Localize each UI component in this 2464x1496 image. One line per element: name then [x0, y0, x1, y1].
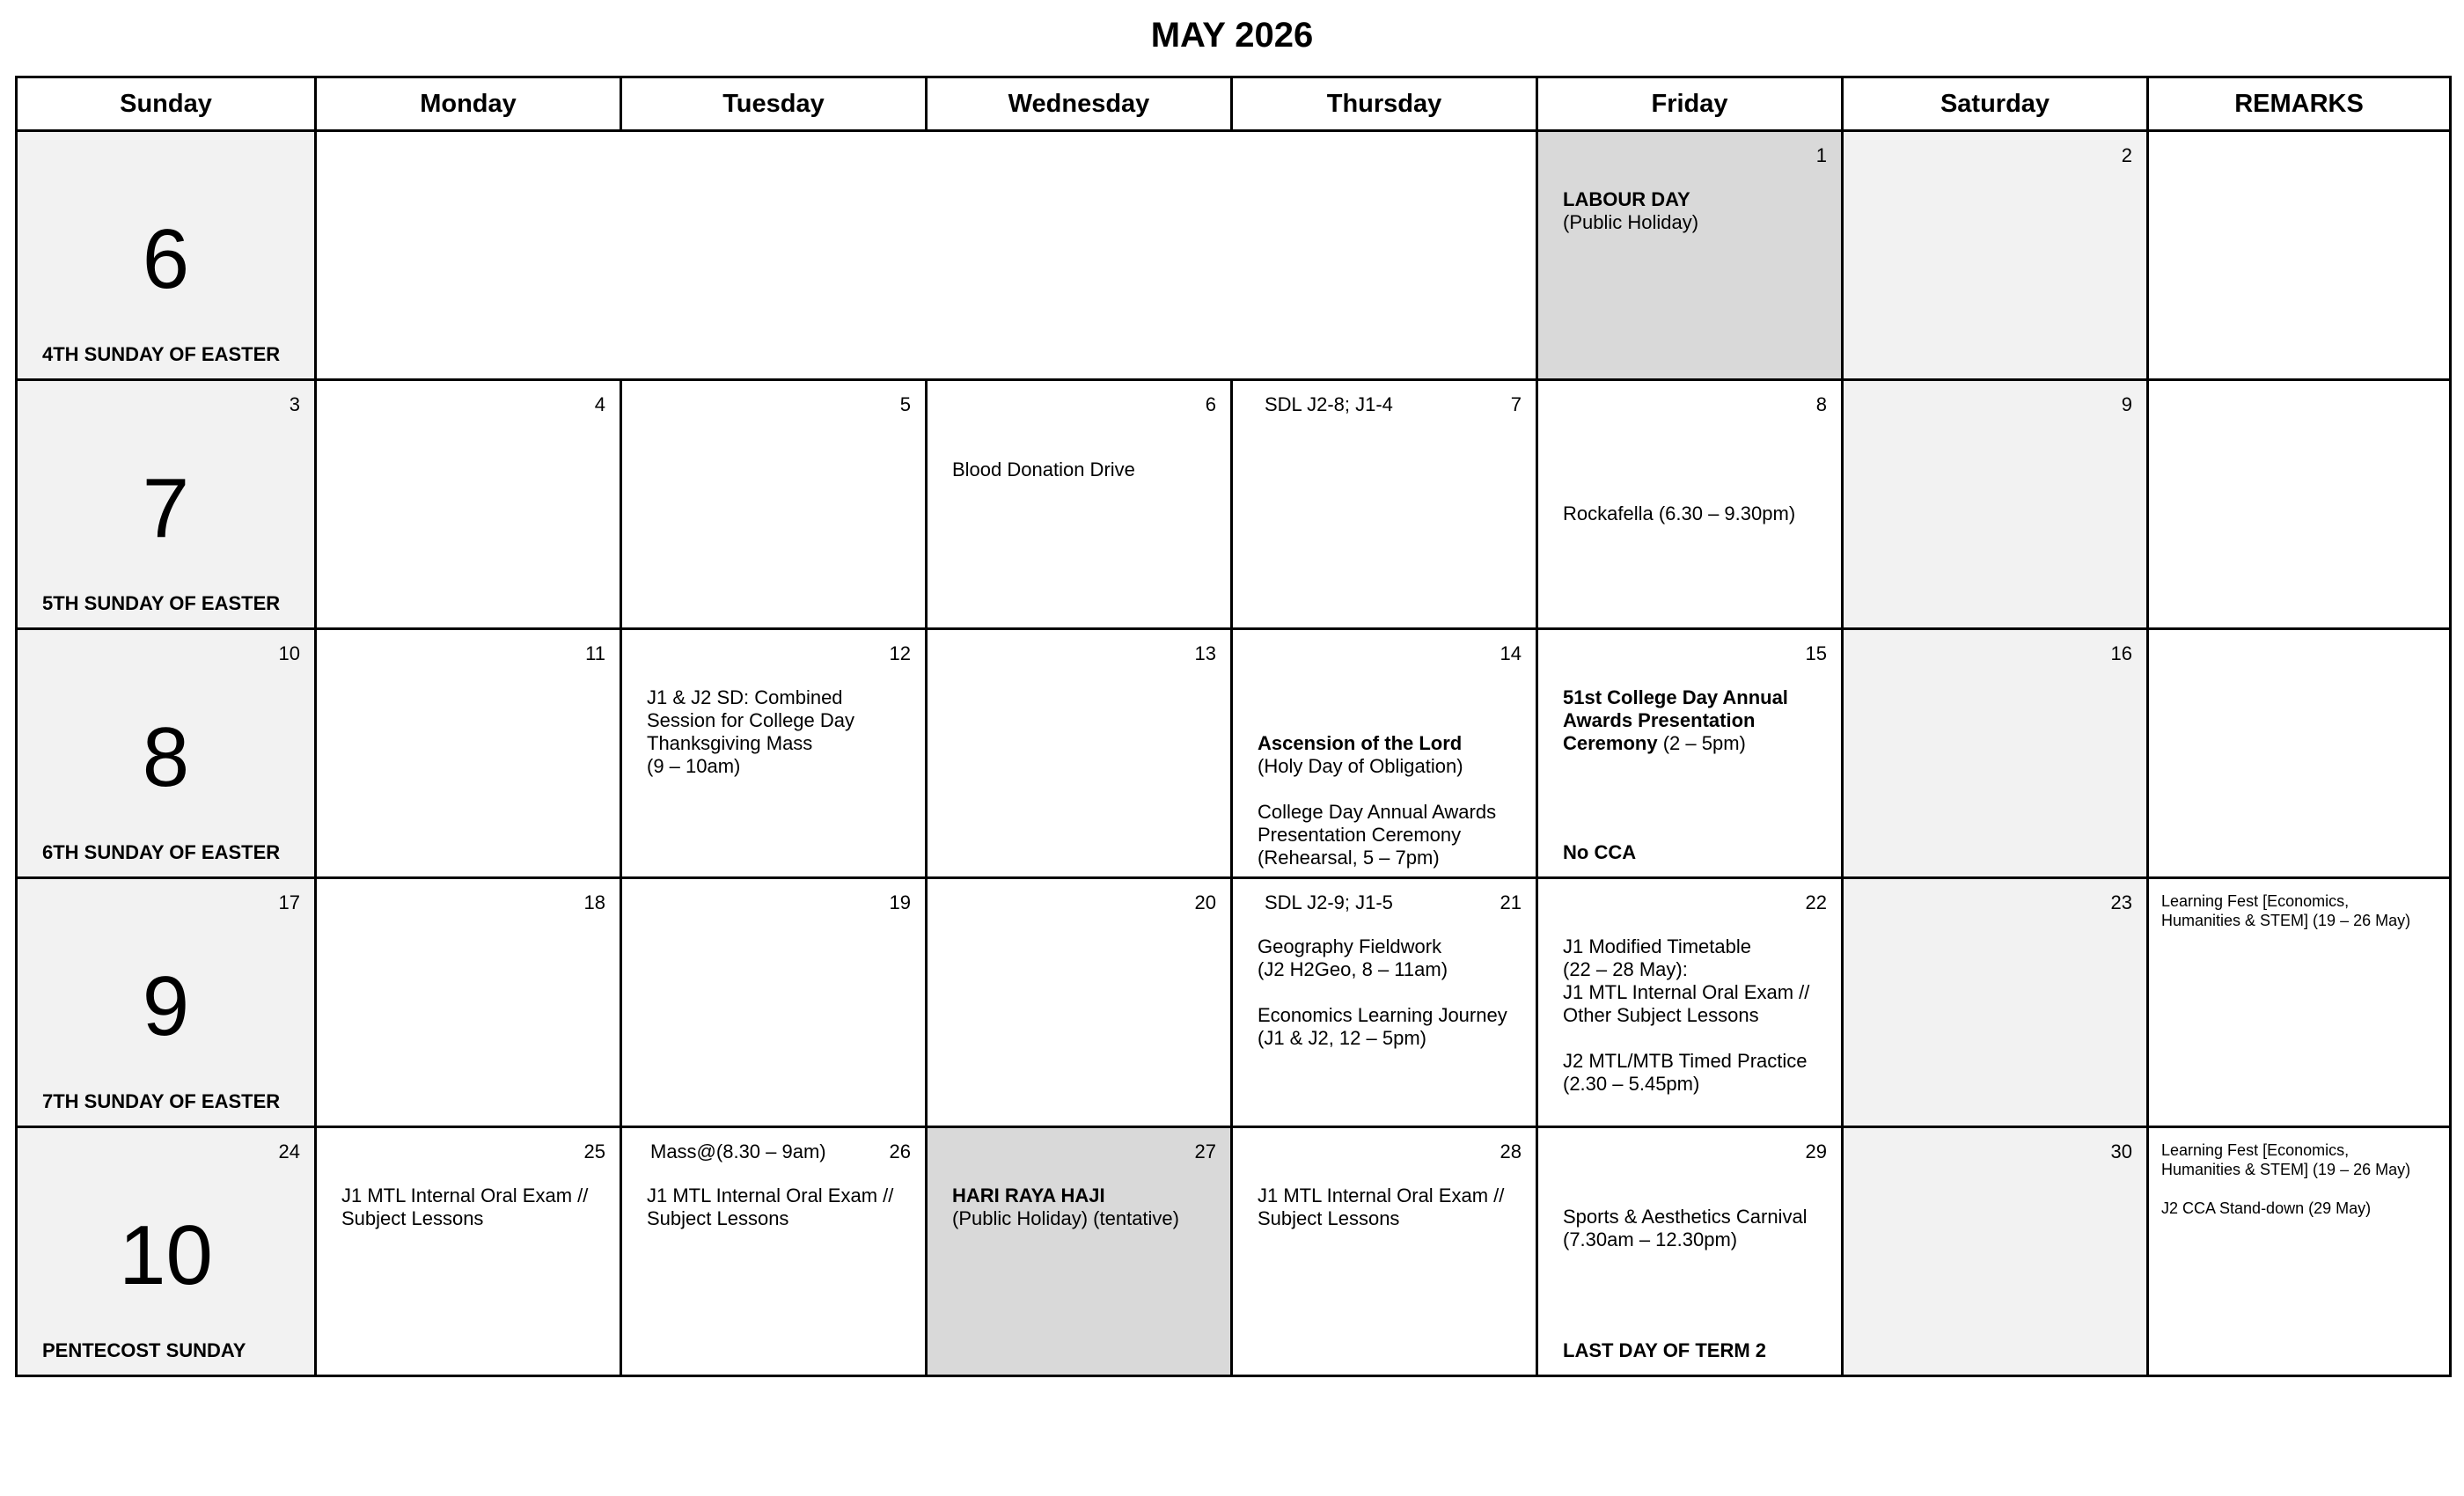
event-line: College Day Annual Awards — [1258, 801, 1497, 823]
remark-line: J2 CCA Stand-down (29 May) — [2161, 1199, 2372, 1217]
sunday-cell — [17, 878, 316, 1127]
day-number: 18 — [583, 891, 605, 913]
day-cell — [621, 629, 927, 878]
week-row — [17, 131, 2451, 380]
header-sunday: Sunday — [17, 77, 316, 131]
day-cell — [927, 380, 1232, 629]
event: Blood Donation Drive — [952, 458, 1135, 480]
event-line: J2 MTL/MTB Timed Practice — [1563, 1050, 1808, 1072]
event-subtitle: (Holy Day of Obligation) — [1258, 755, 1463, 777]
event — [647, 1184, 909, 1230]
event — [647, 686, 909, 778]
empty-cell — [316, 131, 1537, 380]
event-line: J1 MTL Internal Oral Exam // — [1563, 981, 1810, 1003]
event — [1258, 1184, 1520, 1230]
week-number: 6 — [142, 212, 190, 306]
day-number: 10 — [278, 642, 300, 664]
day-cell — [316, 878, 621, 1127]
day-cell — [621, 878, 927, 1127]
event-line: Other Subject Lessons — [1563, 1004, 1759, 1026]
event-line: Economics Learning Journey — [1258, 1004, 1507, 1026]
header-tuesday: Tuesday — [621, 77, 927, 131]
remark — [2161, 1140, 2440, 1218]
event-title: Awards Presentation — [1563, 709, 1756, 731]
remark-line: Humanities & STEM] (19 – 26 May) — [2161, 1161, 2411, 1178]
event-line: (J2 H2Geo, 8 – 11am) — [1258, 958, 1448, 980]
event-title: 51st College Day Annual — [1563, 686, 1788, 708]
day-number: 29 — [1805, 1140, 1827, 1162]
day-cell — [621, 1127, 927, 1376]
day-number: 5 — [899, 393, 911, 415]
event-line: (7.30am – 12.30pm) — [1563, 1228, 1738, 1250]
day-cell — [1537, 878, 1843, 1127]
remarks-cell — [2148, 380, 2451, 629]
page-title: MAY 2026 — [1150, 16, 1314, 55]
week-row — [17, 878, 2451, 1127]
day-cell — [1843, 629, 2148, 878]
event — [952, 1184, 1214, 1230]
week-number: 8 — [142, 710, 190, 804]
event-line: J1 MTL Internal Oral Exam // — [341, 1184, 589, 1206]
remark-line: Learning Fest [Economics, — [2161, 1141, 2350, 1159]
event-line: Subject Lessons — [1258, 1207, 1400, 1229]
sunday-label: 7TH SUNDAY OF EASTER — [42, 1090, 281, 1112]
header-wednesday: Wednesday — [927, 77, 1232, 131]
day-cell — [316, 629, 621, 878]
no-cca-label: No CCA — [1563, 841, 1637, 863]
event-line: J1 & J2 SD: Combined — [647, 686, 843, 708]
day-number: 27 — [1194, 1140, 1216, 1162]
header-friday: Friday — [1537, 77, 1843, 131]
last-day-label: LAST DAY OF TERM 2 — [1563, 1339, 1767, 1361]
day-number: 6 — [1205, 393, 1216, 415]
day-cell — [1232, 878, 1537, 1127]
day-number: 4 — [594, 393, 605, 415]
event-line: J1 MTL Internal Oral Exam // — [1258, 1184, 1505, 1206]
day-number: 11 — [585, 642, 605, 664]
day-cell — [1232, 380, 1537, 629]
sdl-label: SDL J2-8; J1-4 — [1265, 393, 1393, 415]
event-line: J1 Modified Timetable — [1563, 935, 1751, 957]
header-monday: Monday — [316, 77, 621, 131]
day-number: 19 — [889, 891, 911, 913]
day-cell — [927, 629, 1232, 878]
event-line: (2.30 – 5.45pm) — [1563, 1073, 1700, 1095]
event: Rockafella (6.30 – 9.30pm) — [1563, 502, 1796, 524]
day-number: 24 — [278, 1140, 300, 1162]
day-number: 23 — [2110, 891, 2132, 913]
remark-line: Learning Fest [Economics, — [2161, 892, 2350, 910]
day-number: 26 — [889, 1140, 911, 1162]
day-number: 3 — [289, 393, 300, 415]
remark-line: Humanities & STEM] (19 – 26 May) — [2161, 912, 2411, 929]
day-cell — [316, 1127, 621, 1376]
event-line: Sports & Aesthetics Carnival — [1563, 1206, 1808, 1228]
day-number: 30 — [2110, 1140, 2132, 1162]
remarks-cell — [2148, 1127, 2451, 1376]
header-remarks: REMARKS — [2148, 77, 2451, 131]
week-number: 9 — [142, 959, 190, 1053]
day-cell — [316, 380, 621, 629]
sunday-label: PENTECOST SUNDAY — [42, 1339, 246, 1361]
sunday-cell — [17, 629, 316, 878]
remarks-cell — [2148, 878, 2451, 1127]
event-subtitle: (Public Holiday) — [1563, 211, 1699, 233]
day-cell — [1232, 629, 1537, 878]
day-number: 8 — [1815, 393, 1827, 415]
sunday-cell — [17, 380, 316, 629]
sdl-label: SDL J2-9; J1-5 — [1265, 891, 1393, 913]
day-number: 17 — [278, 891, 300, 913]
day-number: 25 — [583, 1140, 605, 1162]
calendar-table — [15, 76, 2452, 1377]
event-title: Ascension of the Lord — [1258, 732, 1463, 754]
day-number: 9 — [2121, 393, 2132, 415]
event — [1563, 686, 1825, 755]
day-cell — [927, 1127, 1232, 1376]
day-cell — [1843, 878, 2148, 1127]
day-number: 13 — [1194, 642, 1216, 664]
day-number: 21 — [1500, 891, 1522, 913]
week-number: 10 — [119, 1208, 213, 1302]
day-number: 12 — [889, 642, 911, 664]
day-number: 28 — [1500, 1140, 1522, 1162]
event — [1258, 935, 1520, 1050]
event-line: (J1 & J2, 12 – 5pm) — [1258, 1027, 1426, 1049]
week-number: 7 — [142, 461, 190, 555]
sunday-label: 6TH SUNDAY OF EASTER — [42, 841, 281, 863]
event-time: (2 – 5pm) — [1657, 732, 1746, 754]
event-line: Thanksgiving Mass — [647, 732, 813, 754]
header-row — [17, 77, 2451, 131]
event-subtitle: (Public Holiday) (tentative) — [952, 1207, 1179, 1229]
day-cell — [621, 380, 927, 629]
event — [1563, 935, 1825, 1096]
event — [1563, 188, 1825, 234]
day-cell — [1537, 1127, 1843, 1376]
event-title: LABOUR DAY — [1563, 188, 1690, 210]
header-saturday: Saturday — [1843, 77, 2148, 131]
week-row — [17, 380, 2451, 629]
event-title: HARI RAYA HAJI — [952, 1184, 1105, 1206]
event-line: (22 – 28 May): — [1563, 958, 1688, 980]
week-row — [17, 629, 2451, 878]
event — [1563, 1206, 1825, 1251]
day-cell — [1843, 131, 2148, 380]
event-line: Subject Lessons — [647, 1207, 789, 1229]
day-cell — [1537, 131, 1843, 380]
day-number: 22 — [1805, 891, 1827, 913]
header-thursday: Thursday — [1232, 77, 1537, 131]
event-line: (Rehearsal, 5 – 7pm) — [1258, 847, 1440, 869]
day-number: 15 — [1805, 642, 1827, 664]
day-cell — [1232, 1127, 1537, 1376]
day-number: 1 — [1815, 144, 1827, 166]
remarks-cell — [2148, 131, 2451, 380]
event-line: Presentation Ceremony — [1258, 824, 1462, 846]
sunday-label: 4TH SUNDAY OF EASTER — [42, 343, 281, 365]
mass-label: Mass@(8.30 – 9am) — [650, 1140, 826, 1162]
event-line: Geography Fieldwork — [1258, 935, 1442, 957]
event-line: Subject Lessons — [341, 1207, 484, 1229]
day-number: 20 — [1194, 891, 1216, 913]
sunday-cell — [17, 1127, 316, 1376]
sunday-label: 5TH SUNDAY OF EASTER — [42, 592, 281, 614]
day-cell — [1537, 380, 1843, 629]
event-line: J1 MTL Internal Oral Exam // — [647, 1184, 894, 1206]
day-cell — [927, 878, 1232, 1127]
day-number: 2 — [2121, 144, 2132, 166]
remark — [2161, 891, 2440, 930]
event — [1258, 732, 1520, 869]
day-number: 16 — [2110, 642, 2132, 664]
sunday-cell — [17, 131, 316, 380]
day-number: 14 — [1500, 642, 1522, 664]
event-line: (9 – 10am) — [647, 755, 741, 777]
event-line: Session for College Day — [647, 709, 855, 731]
day-cell — [1843, 380, 2148, 629]
remarks-cell — [2148, 629, 2451, 878]
week-row — [17, 1127, 2451, 1376]
day-number: 7 — [1510, 393, 1522, 415]
day-cell — [1843, 1127, 2148, 1376]
event-title: Ceremony — [1563, 732, 1658, 754]
event — [341, 1184, 604, 1230]
day-cell — [1537, 629, 1843, 878]
